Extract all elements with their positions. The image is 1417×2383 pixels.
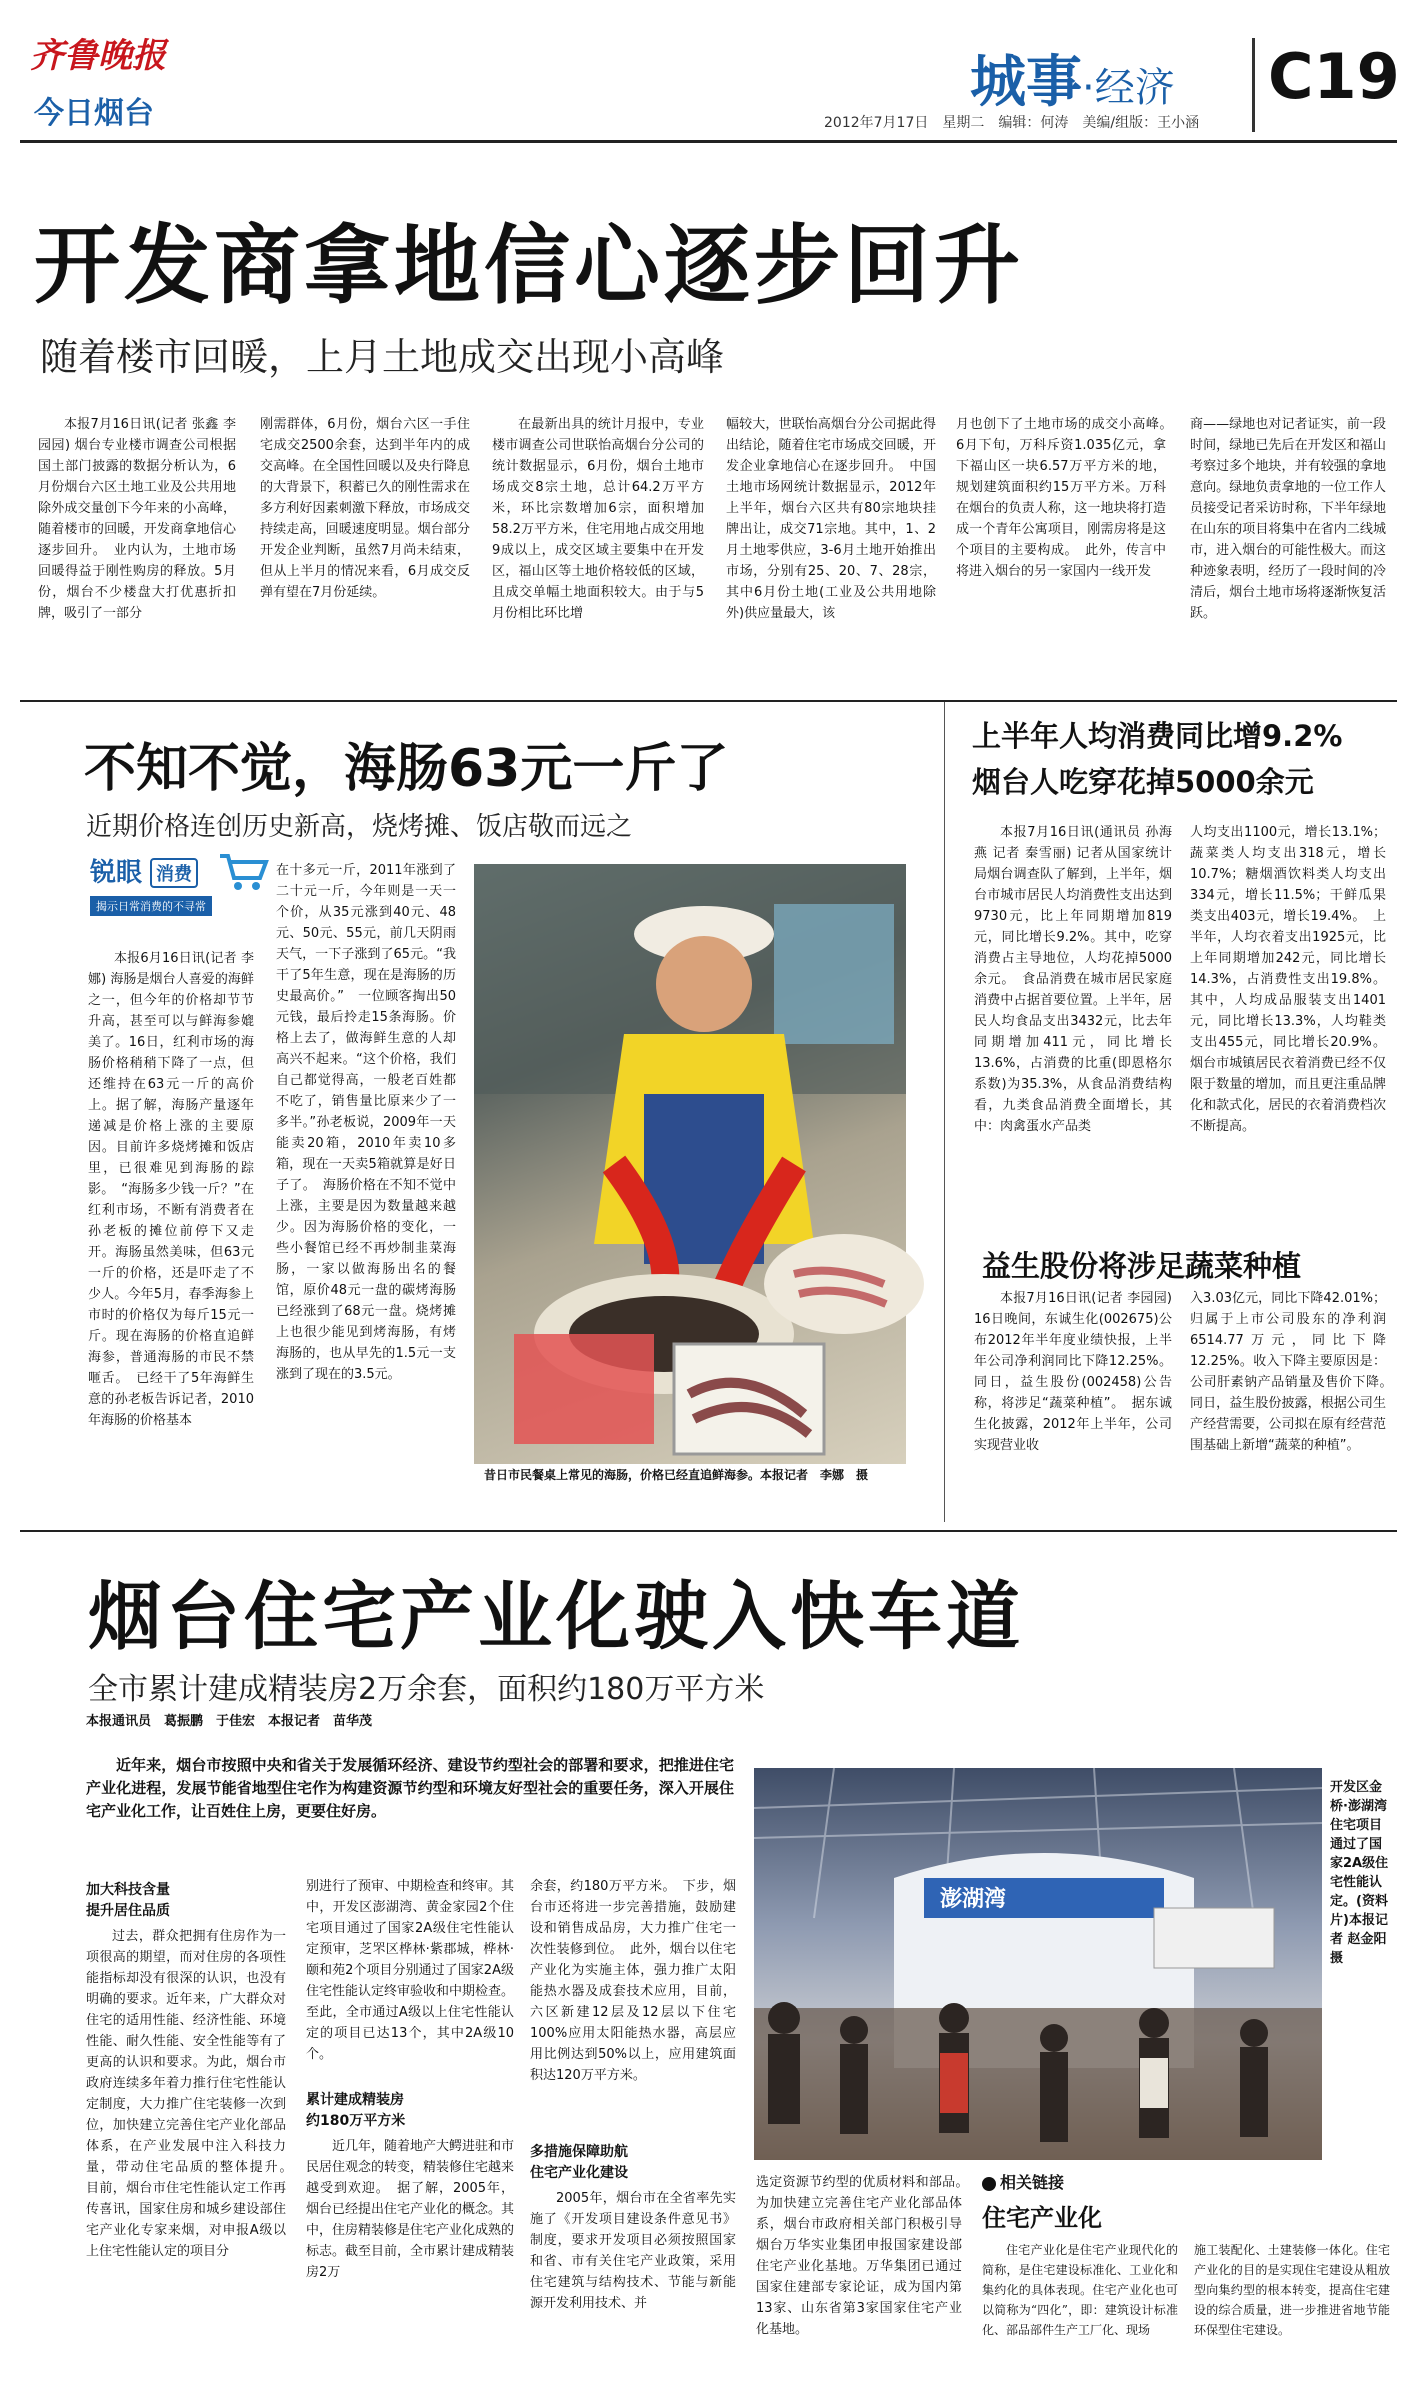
article1-title: 开发商拿地信心逐步回升 xyxy=(34,216,1024,316)
logo-badge: 消费 xyxy=(150,858,198,888)
article5-col-3 xyxy=(530,1876,736,2336)
article1-col-1: 本报7月16日讯(记者 张鑫 李园园) 烟台专业楼市调查公司根据国土部门披露的数据分析认为，6月份烟台六区土地工业及公共用地除外成交量创下今年来的小高峰，随着楼市的回暖，开发商拿地信心逐步回升。 业内认为，土地市场回暖得益于刚性购房的释放。5月份，烟台不少楼盘大打优惠折扣牌，吸引了一部分 xyxy=(38,417,236,621)
exhibition-photo xyxy=(754,1768,1322,2160)
exhibition-sign: 澎湖湾 xyxy=(940,1887,1007,1912)
article5-col-2 xyxy=(306,1876,514,2336)
article5-col-1-text: 过去，群众把拥有住房作为一项很高的期望，而对住房的各项性能指标却没有很深的认识，也没有明确的要求。近年来，广大群众对住宅的适用性能、经济性能、环境性能、耐久性能、安全性能等有了更高的认识和要求。为此，烟台市政府连续多年着力推行住宅性能认定制度，大力推广住宅装修一次到位，加快建立完善住宅产业化部品体系，在产业发展中注入科技力量，带动住宅品质的整体提升。 目前，烟台市住宅性能认定工作再传喜讯，国家住房和城乡建设部住宅产业化专家来烟，对申报A级以上住宅性能认定的项目分 xyxy=(86,1929,300,2259)
divider-1 xyxy=(20,700,1397,702)
article1-col-2: 刚需群体，6月份，烟台六区一手住宅成交2500余套，达到半年内的成交高峰。在全国性回暖以及央行降息的大背景下，积蓄已久的刚性需求在多方利好因素刺激下释放，市场成交持续走高，回暖速度明显。烟台部分开发企业判断，虽然7月尚未结束，但从上半月的情况来看，6月成交反弹有望在7月份延续。 xyxy=(260,417,470,600)
paper-name: 齐鲁晚报 xyxy=(30,36,166,76)
article2-title: 不知不觉，海肠63元一斤了 xyxy=(84,739,729,799)
article1-col-5: 月也创下了土地市场的成交小高峰。 6月下旬，万科斥资1.035亿元，拿下福山区一块6.57万平方米的地，规划建筑面积约15万平方米。万科在烟台的负责人称，这一地块将打造成一个青年公寓项目，刚需房将是这个项目的主要构成。 此外，传言中将进入烟台的另一家国内一线开发 xyxy=(956,417,1180,579)
article2-col-1: 本报6月16日讯(记者 李娜) 海肠是烟台人喜爱的海鲜之一，但今年的价格却节节升高，甚至可以与鲜海参媲美了。16日，红利市场的海肠价格稍稍下降了一点，但还维持在63元一斤的高价上。据了解，海肠产量逐年递减是价格上涨的主要原因。目前许多烧烤摊和饭店里，已很难见到海肠的踪影。 “海肠多少钱一斤？”在红利市场，不断有消费者在孙老板的摊位前停下又走开。海肠虽然美味，但63元一斤的价格，还是吓走了不少人。今年5月，春季海参上市时的价格仅为每斤15元一斤。现在海肠的价格直追鲜海参，普通海肠的市民不禁咂舌。 已经干了5年海鲜生意的孙老板告诉记者，2010年海肠的价格基本 xyxy=(88,951,254,1428)
article5-heading-3: 多措施保障助航 住宅产业化建设 xyxy=(530,2144,628,2181)
section-sub: ·经济 xyxy=(1082,65,1175,111)
article4-col-1: 本报7月16日讯(记者 李园园) 16日晚间，东诚生化(002675)公布2012年半年度业绩快报，上半年公司净利润同比下降12.25%。同日，益生股份(002458)公告称，将涉足“蔬菜种植”。 据东诚生化披露，2012年上半年，公司实现营业收 xyxy=(974,1291,1172,1453)
article3-col-2: 人均支出1100元，增长13.1%；蔬菜类人均支出318元，增长10.7%；糖烟酒饮料类人均支出334元，增长11.5%；干鲜瓜果类支出403元，增长19.4%。 上半年，人均衣着支出1925元，比上年同期增加242元，同比增长14.3%，占消费性支出19.8%。其中，人均成品服装支出1401元，同比增长13.3%，人均鞋类支出455元，同比增长20.9%。烟台市城镇居民衣着消费已经不仅限于数量的增加，而且更注重品牌化和款式化，居民的衣着消费档次不断提高。 xyxy=(1190,825,1386,1134)
seafood-vendor-photo xyxy=(474,864,906,1464)
page-number: C19 xyxy=(1268,40,1400,113)
logo-text: 锐眼 xyxy=(90,858,143,888)
article3-title2: 烟台人吃穿花掉5000余元 xyxy=(972,765,1314,799)
logo-tagline: 揭示日常消费的不寻常 xyxy=(90,896,212,916)
article4-title: 益生股份将涉足蔬菜种植 xyxy=(982,1249,1302,1283)
article5-title: 烟台住宅产业化驶入快车道 xyxy=(88,1574,1024,1660)
shopping-cart-icon xyxy=(218,852,268,892)
article2-col-2: 在十多元一斤，2011年涨到了二十元一斤，今年则是一天一个价，从35元涨到40元、48元、50元、55元，前几天阴雨天气，一下子涨到了65元。“我干了5年生意，现在是海肠的历史最高价。” 一位顾客掏出50元钱，最后拎走15条海肠。价格上去了，做海鲜生意的人却高兴不起来。“这个价格，我们自己都觉得高，一般老百姓都不吃了，销售量比原来少了一多半。”孙老板说，2009年一天能卖20箱，2010年卖10多箱，现在一天卖5箱就算是好日子了。 海肠价格在不知不觉中上涨，主要是因为数量越来越少。因为海肠价格的变化，一些小餐馆已经不再炒制韭菜海肠，一家以做海肠出名的餐馆，原价48元一盘的碳烤海肠已经涨到了68元一盘。烧烤摊上也很少能见到烤海肠，有烤海肠的，也从早先的1.5元一支涨到了现在的3.5元。 xyxy=(276,863,456,1382)
masthead-rule xyxy=(20,140,1397,143)
article5-byline: 本报通讯员 葛振鹏 于佳宏 本报记者 苗华茂 xyxy=(86,1714,373,1729)
article5-col-3a-text: 余套，约180万平方米。 下步，烟台市还将进一步完善措施，鼓励建设和销售成品房，大力推广住宅一次性装修到位。 此外，烟台以住宅产业化为实施主体，强力推广太阳能热水器及成套技术应用，目前，六区新建12层及12层以下住宅100%应用太阳能热水器，高层应用比例达到50%以上，应用建筑面积达120万平方米。 xyxy=(530,1879,736,2083)
article5-subtitle: 全市累计建成精装房2万余套，面积约180万平方米 xyxy=(88,1672,765,1707)
article3-col-1: 本报7月16日讯(通讯员 孙海燕 记者 秦雪丽) 记者从国家统计局烟台调查队了解到，上半年，烟台市城市居民人均消费性支出达到9730元，比上年同期增加819元，同比增长9.2%。其中，吃穿消费占主导地位，人均花掉5000余元。 食品消费在城市居民家庭消费中占据首要位置。上半年，居民人均食品支出3432元，比去年同期增加411元，同比增长13.6%，占消费的比重(即恩格尔系数)为35.3%，从食品消费结构看，九类食品消费全面增长，其中：肉禽蛋水产品类 xyxy=(974,825,1172,1134)
article1-col-4: 幅较大，世联怡高烟台分公司据此得出结论，随着住宅市场成交回暖，开发企业拿地信心在逐步回升。 中国土地市场网统计数据显示，2012年上半年，烟台六区共有80宗地块挂牌出让，成交71宗地。其中，1、2月土地零供应，3-6月土地开始推出市场，分别有25、20、7、28宗，其中6月份土地(工业及公共用地除外)供应量最大，该 xyxy=(726,417,936,621)
article5-lead: 近年来，烟台市按照中央和省关于发展循环经济、建设节约型社会的部署和要求，把推进住宅产业化进程，发展节能省地型住宅作为构建资源节约型和环境友好型社会的重要任务，深入开展住宅产业化工作，让百姓住上房，更要住好房。 xyxy=(86,1756,734,1820)
related-text-1: 住宅产业化是住宅产业现代化的简称，是住宅建设标准化、工业化和集约化的具体表现。住宅产业化也可以简称为“四化”，即：建筑设计标准化、部品部件生产工厂化、现场 xyxy=(982,2243,1178,2337)
masthead xyxy=(0,0,1417,145)
article5-col-4: 选定资源节约型的优质材料和部品。 为加快建立完善住宅产业化部品体系，烟台市政府相关部门积极引导烟台万华实业集团申报国家建设部住宅产业化基地。万华集团已通过国家住建部专家论证，成为国内第13家、山东省第3家国家住宅产业化基地。 xyxy=(756,2175,976,2337)
article2-subtitle: 近期价格连创历史新高，烧烤摊、饭店敬而远之 xyxy=(86,812,633,842)
edition-label: 今日烟台 xyxy=(34,96,154,131)
related-link-box xyxy=(982,2170,1392,2360)
article5-heading-2: 累计建成精装房 约180万平方米 xyxy=(306,2092,406,2129)
article5-col-3b-text: 2005年，烟台市在全省率先实施了《开发项目建设条件意见书》制度，要求开发项目必须按照国家和省、市有关住宅产业政策，采用住宅建筑与结构技术、节能与新能源开发利用技术、并 xyxy=(530,2191,736,2311)
article2-photo-caption: 昔日市民餐桌上常见的海肠，价格已经直追鲜海参。本报记者 李娜 摄 xyxy=(484,1468,869,1482)
related-tag xyxy=(982,2170,1064,2193)
article1-col-3: 在最新出具的统计月报中，专业楼市调查公司世联怡高烟台分公司的统计数据显示，6月份，烟台土地市场成交8宗土地，总计64.2万平方米，环比宗数增加6宗，面积增加58.2万平方米，住宅用地占成交用地9成以上，成交区域主要集中在开发区，福山区等土地价格较低的区域，且成交单幅土地面积较大。由于与5月份相比环比增 xyxy=(492,417,704,621)
link-bullet-icon xyxy=(982,2177,996,2191)
article5-heading-1: 加大科技含量 提升居住品质 xyxy=(86,1882,170,1919)
divider-2 xyxy=(20,1530,1397,1532)
related-text-2: 施工装配化、土建装修一体化。住宅产业化的目的是实现住宅建设从粗放型向集约型的根本转变，提高住宅建设的综合质量，进一步推进省地节能环保型住宅建设。 xyxy=(1194,2243,1390,2337)
article5-col-1 xyxy=(86,1876,300,2336)
related-title: 住宅产业化 xyxy=(982,2204,1102,2232)
article5-photo-caption: 开发区金桥·澎湖湾住宅项目通过了国家2A级住宅性能认定。(资料片)本报记者 赵金阳 摄 xyxy=(1330,1780,1389,1966)
related-tag-label: 相关链接 xyxy=(1000,2173,1065,2192)
article1-col-6: 商——绿地也对记者证实，前一段时间，绿地已先后在开发区和福山考察过多个地块，并有较强的拿地意向。绿地负责拿地的一位工作人员接受记者采访时称，下半年绿地在山东的项目将集中在省内二线城市，进入烟台的可能性极大。而这种迹象表明，经历了一段时间的冷清后，烟台土地市场将逐渐恢复活跃。 xyxy=(1190,417,1386,621)
article3-title: 上半年人均消费同比增9.2% xyxy=(972,719,1343,753)
article1-subtitle: 随着楼市回暖，上月土地成交出现小高峰 xyxy=(40,335,725,379)
issue-info: 2012年7月17日 星期二 编辑：何涛 美编/组版：王小涵 xyxy=(824,115,1200,131)
article5-col-2b-text: 近几年，随着地产大鳄进驻和市民居住观念的转变，精装修住宅越来越受到欢迎。 据了解，2005年，烟台已经提出住宅产业化的概念。其中，住房精装修是住宅产业化成熟的标志。截至目前，全市累计建成精装房2万 xyxy=(306,2139,515,2280)
vertical-divider xyxy=(944,702,945,1522)
article5-col-2a-text: 别进行了预审、中期检查和终审。其中，开发区澎湖湾、黄金家园2个住宅项目通过了国家2A级住宅性能认定预审，芝罘区桦林·紫郡城，桦林·颐和苑2个项目分别通过了国家2A级住宅性能认定终审验收和中期检查。至此，全市通过A级以上住宅性能认定的项目已达13个，其中2A级10个。 xyxy=(306,1879,515,2062)
section-title xyxy=(970,38,1175,118)
article4-col-2: 入3.03亿元，同比下降42.01%；归属于上市公司股东的净利润6514.77万元，同比下降12.25%。收入下降主要原因是：公司肝素钠产品销量及售价下降。 同日，益生股份披露，根据公司生产经营需要，公司拟在原有经营范围基础上新增“蔬菜的种植”。 xyxy=(1190,1291,1400,1453)
section-main: 城事 xyxy=(970,50,1082,115)
section-divider xyxy=(1252,38,1255,132)
consumer-eye-logo xyxy=(90,852,270,926)
